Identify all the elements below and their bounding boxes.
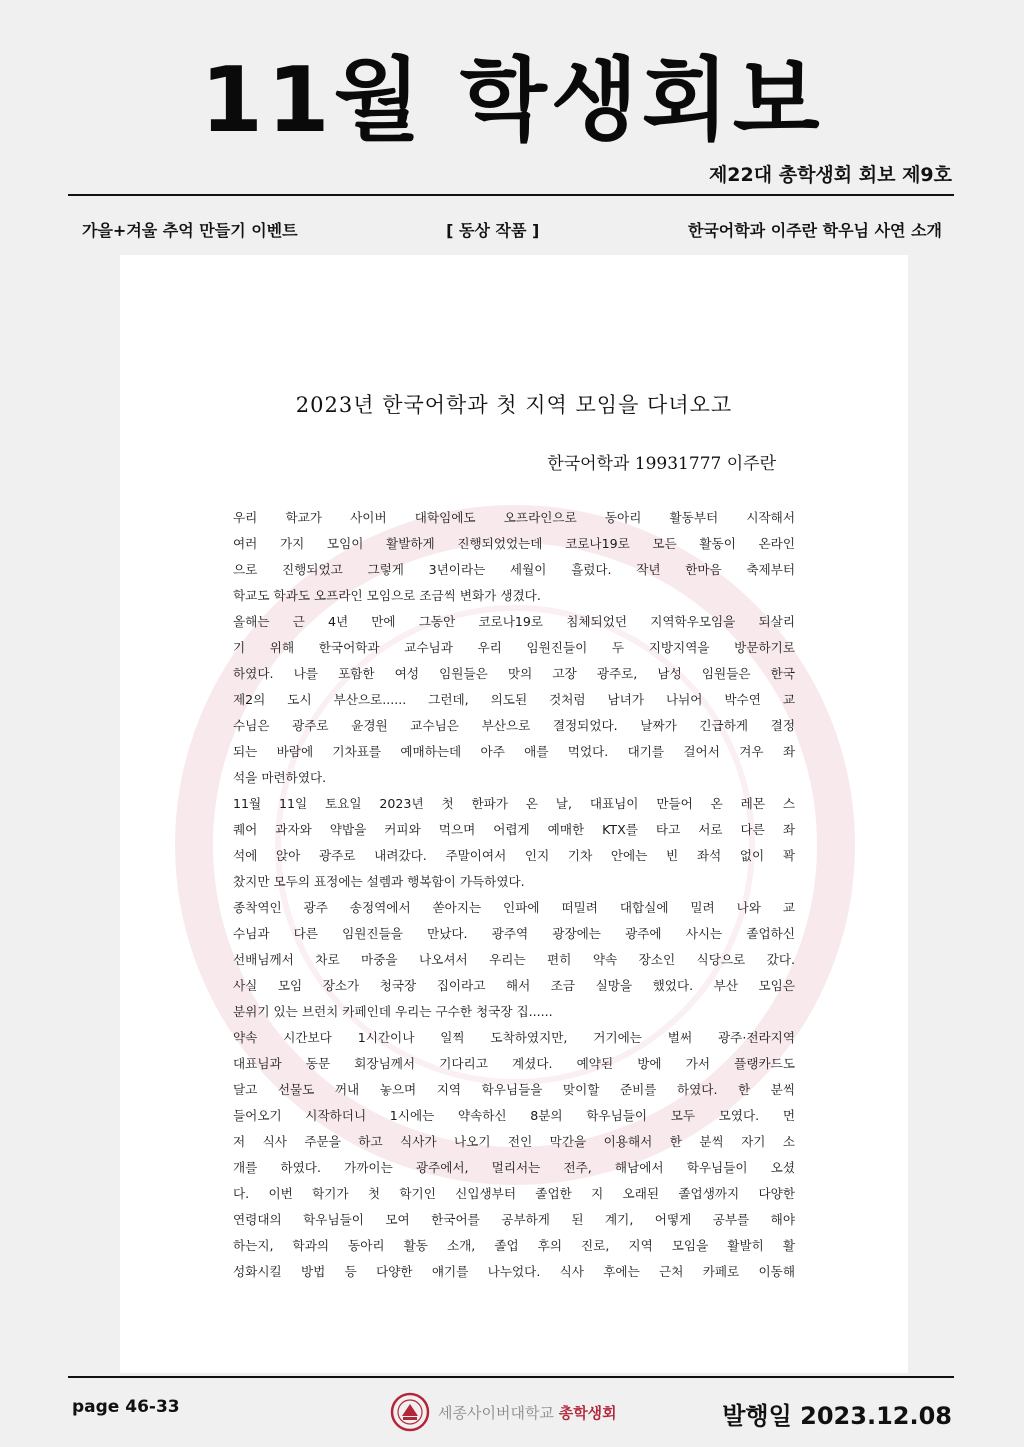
article-line: 들어오기 시작하더니 1시에는 약속하신 8분의 학우님들이 모두 모였다. 먼	[233, 1108, 795, 1123]
article-line: 학교도 학과도 오프라인 모임으로 조금씩 변화가 생겼다.	[233, 588, 541, 603]
university-seal-icon	[390, 1392, 430, 1432]
section-right-label: 한국어학과 이주란 학우님 사연 소개	[687, 221, 942, 240]
article-line: 하였다. 나를 포함한 여성 임원들은 맛의 고장 광주로, 남성 임원들은 한국	[233, 666, 795, 681]
article-line: 석을 마련하였다.	[233, 770, 327, 785]
article-line: 연령대의 학우님들이 모여 한국어를 공부하게 된 계기, 어떻게 공부를 해야	[233, 1212, 795, 1227]
article-line: 11월 11일 토요일 2023년 첫 한파가 온 날, 대표님이 만들어 온 레몬 스	[233, 796, 795, 811]
article-line: 기 위해 한국어학과 교수님과 우리 임원진들이 두 지방지역을 방문하기로	[233, 640, 795, 655]
article-line: 다. 이번 학기가 첫 학기인 신입생부터 졸업한 지 오래된 졸업생까지 다양한	[233, 1186, 795, 1201]
header-divider	[68, 194, 954, 196]
article-line: 우리 학교가 사이버 대학임에도 오프라인으로 동아리 활동부터 시작해서	[233, 510, 795, 525]
article-line: 찼지만 모두의 표정에는 설렘과 행복함이 가득하였다.	[233, 874, 525, 889]
article-line: 수님과 다른 임원진들을 만났다. 광주역 광장에는 광주에 사시는 졸업하신	[233, 926, 795, 941]
article-line: 퀘어 과자와 약밥을 커피와 먹으며 어렵게 예매한 KTX를 타고 서로 다른 좌	[233, 822, 795, 837]
article-line: 저 식사 주문을 하고 식사가 나오기 전인 막간을 이용해서 한 분씩 자기 소	[233, 1134, 795, 1149]
article-byline: 한국어학과 19931777 이주란	[547, 454, 776, 474]
article-line: 석에 앉아 광주로 내려갔다. 주말이여서 인지 기차 안에는 빈 좌석 없이 꽉	[233, 848, 795, 863]
newsletter-title: 11월 학생회보	[200, 48, 824, 153]
article-body	[233, 505, 795, 1285]
article-title: 2023년 한국어학과 첫 지역 모임을 다녀오고	[295, 393, 733, 417]
section-left-label: 가을+겨울 추억 만들기 이벤트	[82, 221, 298, 240]
page-number: page 46-33	[72, 1397, 180, 1417]
article-line: 수님은 광주로 윤경원 교수님은 부산으로 결정되었다. 날짜가 긴급하게 결정	[233, 718, 795, 733]
article-line: 제2의 도시 부산으로...... 그런데, 의도된 것처럼 남녀가 나뉘어 박수연 교	[233, 692, 795, 707]
section-center-label: [ 동상 작품 ]	[446, 221, 540, 240]
article-sheet	[120, 255, 908, 1373]
article-line: 성화시킬 방법 등 다양한 얘기를 나누었다. 식사 후에는 근처 카페로 이동해	[233, 1264, 795, 1279]
article-line: 여러 가지 모임이 활발하게 진행되었었는데 코로나19로 모든 활동이 온라인	[233, 536, 795, 551]
article-line: 되는 바람에 기차표를 예매하는데 아주 애를 먹었다. 대기를 걸어서 겨우 좌	[233, 744, 795, 759]
article-line: 선배님께서 차로 마중을 나오셔서 우리는 편히 약속 장소인 식당으로 갔다.	[233, 952, 795, 967]
article-line: 하는지, 학과의 동아리 활동 소개, 졸업 후의 진로, 지역 모임을 활발히 활	[233, 1238, 795, 1253]
article-line: 달고 선물도 꺼내 놓으며 지역 학우님들을 맞이할 준비를 하였다. 한 분씩	[233, 1082, 795, 1097]
issue-number: 제22대 총학생회 회보 제9호	[708, 164, 952, 186]
university-logo	[390, 1392, 617, 1432]
logo-text: 세종사이버대학교 총학생회	[438, 1403, 617, 1422]
section-bar	[82, 218, 942, 241]
article-line: 개를 하였다. 가까이는 광주에서, 멀리서는 전주, 해남에서 학우님들이 오셨	[233, 1160, 795, 1175]
article-line: 으로 진행되었고 그렇게 3년이라는 세월이 흘렀다. 작년 한마음 축제부터	[233, 562, 795, 577]
article-line: 사실 모임 장소가 청국장 집이라고 해서 조금 실망을 했었다. 부산 모임은	[233, 978, 795, 993]
article-line: 분위기 있는 브런치 카페인데 우리는 구수한 청국장 집......	[233, 1004, 553, 1019]
article-line: 올해는 근 4년 만에 그동안 코로나19로 침체되었던 지역학우모임을 되살리	[233, 614, 795, 629]
footer-divider	[68, 1376, 954, 1378]
article-line: 약속 시간보다 1시간이나 일찍 도착하였지만, 거기에는 벌써 광주·전라지역	[233, 1030, 795, 1045]
article-line: 대표님과 동문 회장님께서 기다리고 계셨다. 예약된 방에 가서 플랭카드도	[233, 1056, 795, 1071]
publish-date: 발행일 2023.12.08	[722, 1402, 952, 1430]
article-line: 종착역인 광주 송정역에서 쏟아지는 인파에 떠밀려 대합실에 밀려 나와 교	[233, 900, 795, 915]
